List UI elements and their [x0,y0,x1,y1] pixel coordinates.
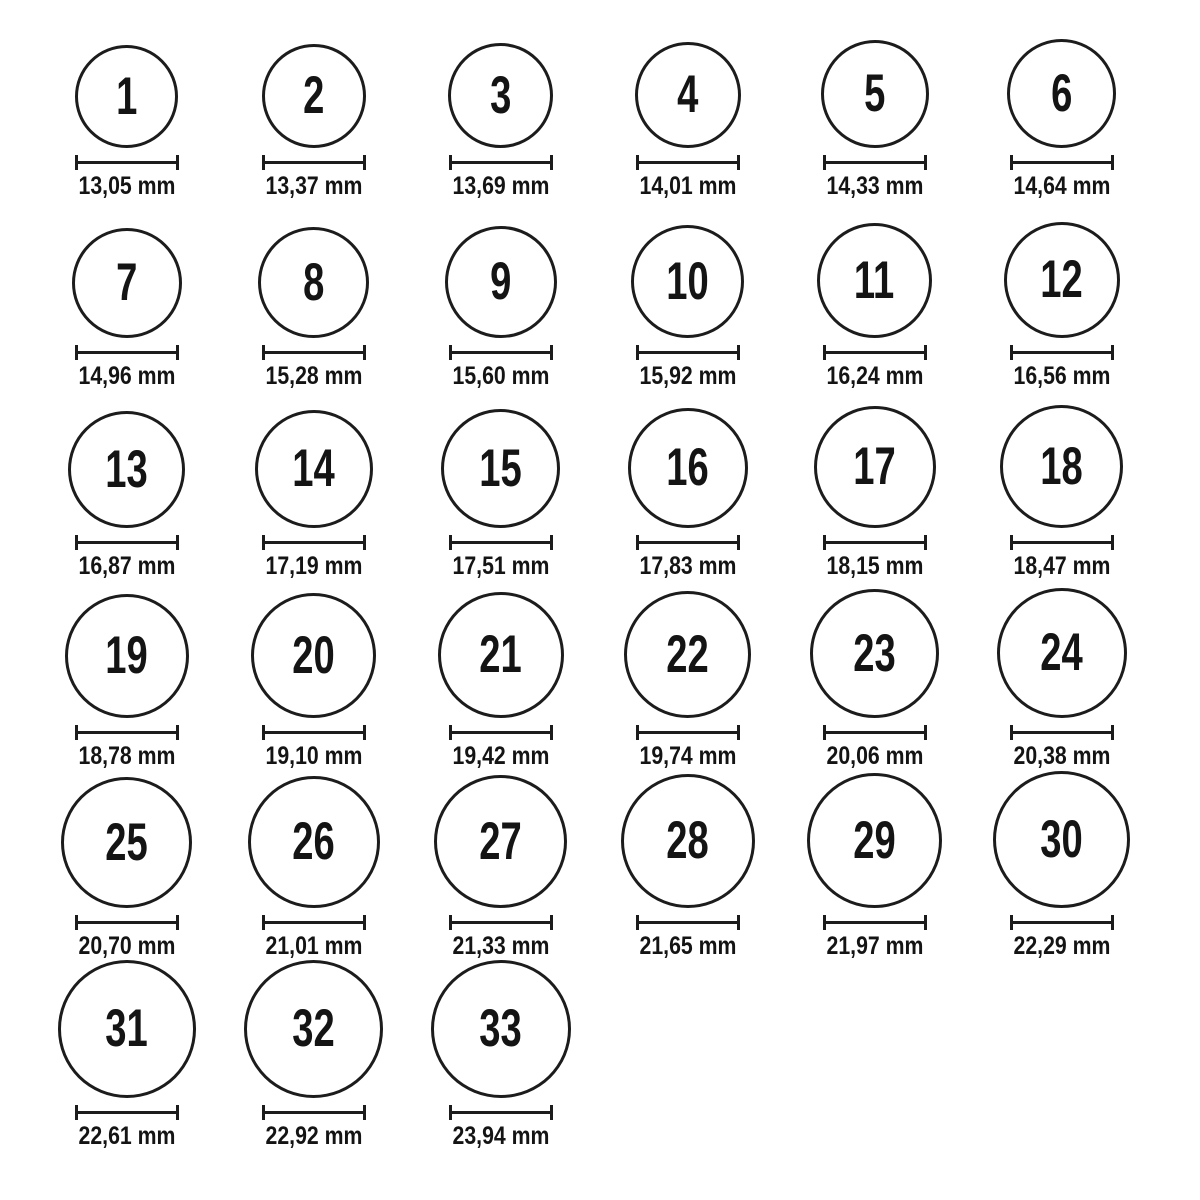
diameter-label: 16,56 mm [1013,361,1110,390]
diameter-label: 19,10 mm [265,741,362,770]
diameter-label: 14,64 mm [1013,171,1110,200]
diameter-label: 15,28 mm [265,361,362,390]
diameter-ruler [1010,155,1114,170]
ring-size-number: 31 [105,999,148,1059]
diameter-label: 22,92 mm [265,1121,362,1150]
diameter-ruler [75,915,179,930]
ring-size-item [33,770,220,960]
diameter-label: 15,60 mm [452,361,549,390]
ring-circle [438,592,564,718]
ring-circle [1004,222,1120,338]
diameter-label: 20,38 mm [1013,741,1110,770]
ring-size-number: 4 [676,65,699,124]
diameter-label: 19,42 mm [452,741,549,770]
ring-circle [817,223,932,338]
ring-size-number: 11 [854,250,895,310]
ring-size-number: 23 [853,623,896,683]
ring-size-item [968,200,1155,390]
diameter-label: 16,24 mm [826,361,923,390]
ring-size-number: 20 [292,625,335,685]
ring-size-number: 32 [292,999,335,1059]
ring-circle [65,594,189,718]
ring-size-number: 28 [666,811,709,870]
diameter-label: 20,70 mm [78,931,175,960]
ring-size-item [781,770,968,960]
ring-size-number: 15 [479,438,522,498]
ring-circle [635,42,741,148]
ring-size-number: 24 [1040,623,1083,682]
ring-size-item [33,580,220,770]
ring-size-number: 21 [479,625,522,684]
ring-size-item [220,580,407,770]
ring-size-item [968,770,1155,960]
ring-size-item [220,960,407,1150]
ring-circle [628,408,748,528]
ring-size-item [781,580,968,770]
diameter-label: 18,15 mm [826,551,923,580]
ring-size-number: 8 [302,252,325,312]
ring-size-number: 29 [853,810,896,870]
ring-size-number: 13 [105,439,148,499]
diameter-ruler [636,345,740,360]
ring-size-item [407,770,594,960]
ring-size-item [407,580,594,770]
ring-size-number: 5 [863,64,886,123]
ring-circle [75,45,178,148]
diameter-label: 17,51 mm [452,551,549,580]
ring-circle [631,225,744,338]
ring-size-item [407,390,594,580]
diameter-label: 17,19 mm [265,551,362,580]
ring-size-item [220,200,407,390]
ring-size-number: 22 [666,624,709,684]
ring-size-number: 6 [1050,63,1073,123]
ring-circle [807,773,942,908]
ring-circle [621,774,755,908]
ring-size-number: 12 [1040,250,1083,309]
diameter-ruler [75,345,179,360]
ring-circle [68,411,185,528]
diameter-ruler [636,535,740,550]
diameter-ruler [823,725,927,740]
ring-size-number: 14 [292,439,335,498]
diameter-label: 21,97 mm [826,931,923,960]
ring-size-number: 33 [479,999,522,1059]
ring-size-item [968,10,1155,200]
diameter-ruler [636,725,740,740]
ring-circle [244,960,383,1098]
diameter-ruler [262,535,366,550]
diameter-ruler [262,725,366,740]
diameter-ruler [75,725,179,740]
ring-circle [821,40,929,148]
ring-size-item [33,960,220,1150]
ring-size-number: 27 [479,811,522,871]
diameter-ruler [823,915,927,930]
ring-circle [993,771,1130,908]
diameter-ruler [823,155,927,170]
ring-size-number: 30 [1040,809,1083,869]
diameter-ruler [449,535,553,550]
diameter-ruler [449,1105,553,1120]
diameter-label: 13,69 mm [452,171,549,200]
diameter-ruler [823,535,927,550]
diameter-label: 20,06 mm [826,741,923,770]
diameter-label: 18,47 mm [1013,551,1110,580]
diameter-label: 22,61 mm [78,1121,175,1150]
ring-size-item [594,200,781,390]
ring-circle [262,44,366,148]
diameter-ruler [262,345,366,360]
diameter-ruler [636,915,740,930]
ring-size-item [220,390,407,580]
ring-size-number: 10 [666,251,709,311]
diameter-label: 21,01 mm [265,931,362,960]
ring-size-number: 1 [115,66,138,126]
ring-circle [445,226,557,338]
ring-size-item [220,770,407,960]
ring-size-item [594,580,781,770]
ring-circle [58,960,196,1098]
diameter-ruler [1010,535,1114,550]
ring-circle [441,409,560,528]
diameter-label: 23,94 mm [452,1121,549,1150]
ring-circle [255,410,373,528]
ring-size-item [594,770,781,960]
diameter-label: 17,83 mm [639,551,736,580]
diameter-ruler [449,345,553,360]
ring-size-item [33,10,220,200]
diameter-label: 16,87 mm [78,551,175,580]
diameter-ruler [636,155,740,170]
ring-size-number: 7 [115,253,138,312]
ring-size-item [407,10,594,200]
ring-size-number: 2 [302,66,325,125]
ring-circle [72,228,182,338]
diameter-ruler [75,1105,179,1120]
ring-size-number: 9 [489,252,512,311]
ring-circle [624,591,751,718]
diameter-label: 21,33 mm [452,931,549,960]
diameter-label: 19,74 mm [639,741,736,770]
ring-size-item [33,200,220,390]
diameter-ruler [262,155,366,170]
diameter-label: 21,65 mm [639,931,736,960]
ring-circle [814,406,936,528]
ring-circle [258,227,369,338]
ring-circle [61,777,192,908]
ring-size-number: 17 [853,437,896,496]
ring-size-number: 3 [489,65,512,125]
diameter-label: 15,92 mm [639,361,736,390]
ring-circle [431,960,571,1098]
diameter-label: 22,29 mm [1013,931,1110,960]
ring-size-item [968,580,1155,770]
ring-size-item [781,10,968,200]
diameter-ruler [1010,345,1114,360]
ring-size-item [594,10,781,200]
diameter-ruler [262,1105,366,1120]
ring-circle [997,588,1127,718]
ring-size-item [594,390,781,580]
ring-size-item [33,390,220,580]
ring-size-number: 25 [105,812,148,872]
diameter-label: 13,37 mm [265,171,362,200]
diameter-label: 14,01 mm [639,171,736,200]
diameter-ruler [75,535,179,550]
ring-size-item [407,960,594,1150]
ring-size-item [407,200,594,390]
diameter-label: 14,96 mm [78,361,175,390]
diameter-ruler [75,155,179,170]
ring-size-number: 19 [105,626,148,685]
ring-size-item [781,390,968,580]
diameter-ruler [1010,915,1114,930]
diameter-label: 18,78 mm [78,741,175,770]
ring-circle [434,775,567,908]
ring-size-number: 16 [666,438,709,497]
ring-circle [1007,39,1116,148]
ring-circle [248,776,380,908]
diameter-ruler [449,915,553,930]
ring-size-item [220,10,407,200]
ring-circle [251,593,376,718]
ring-circle [1000,405,1123,528]
diameter-ruler [449,725,553,740]
ring-size-number: 18 [1040,436,1083,496]
ring-size-item [968,390,1155,580]
diameter-ruler [449,155,553,170]
diameter-ruler [262,915,366,930]
ring-size-item [781,200,968,390]
diameter-ruler [1010,725,1114,740]
ring-circle [448,43,553,148]
diameter-label: 14,33 mm [826,171,923,200]
ring-size-number: 26 [292,812,335,871]
ring-circle [810,589,939,718]
diameter-ruler [823,345,927,360]
diameter-label: 13,05 mm [78,171,175,200]
